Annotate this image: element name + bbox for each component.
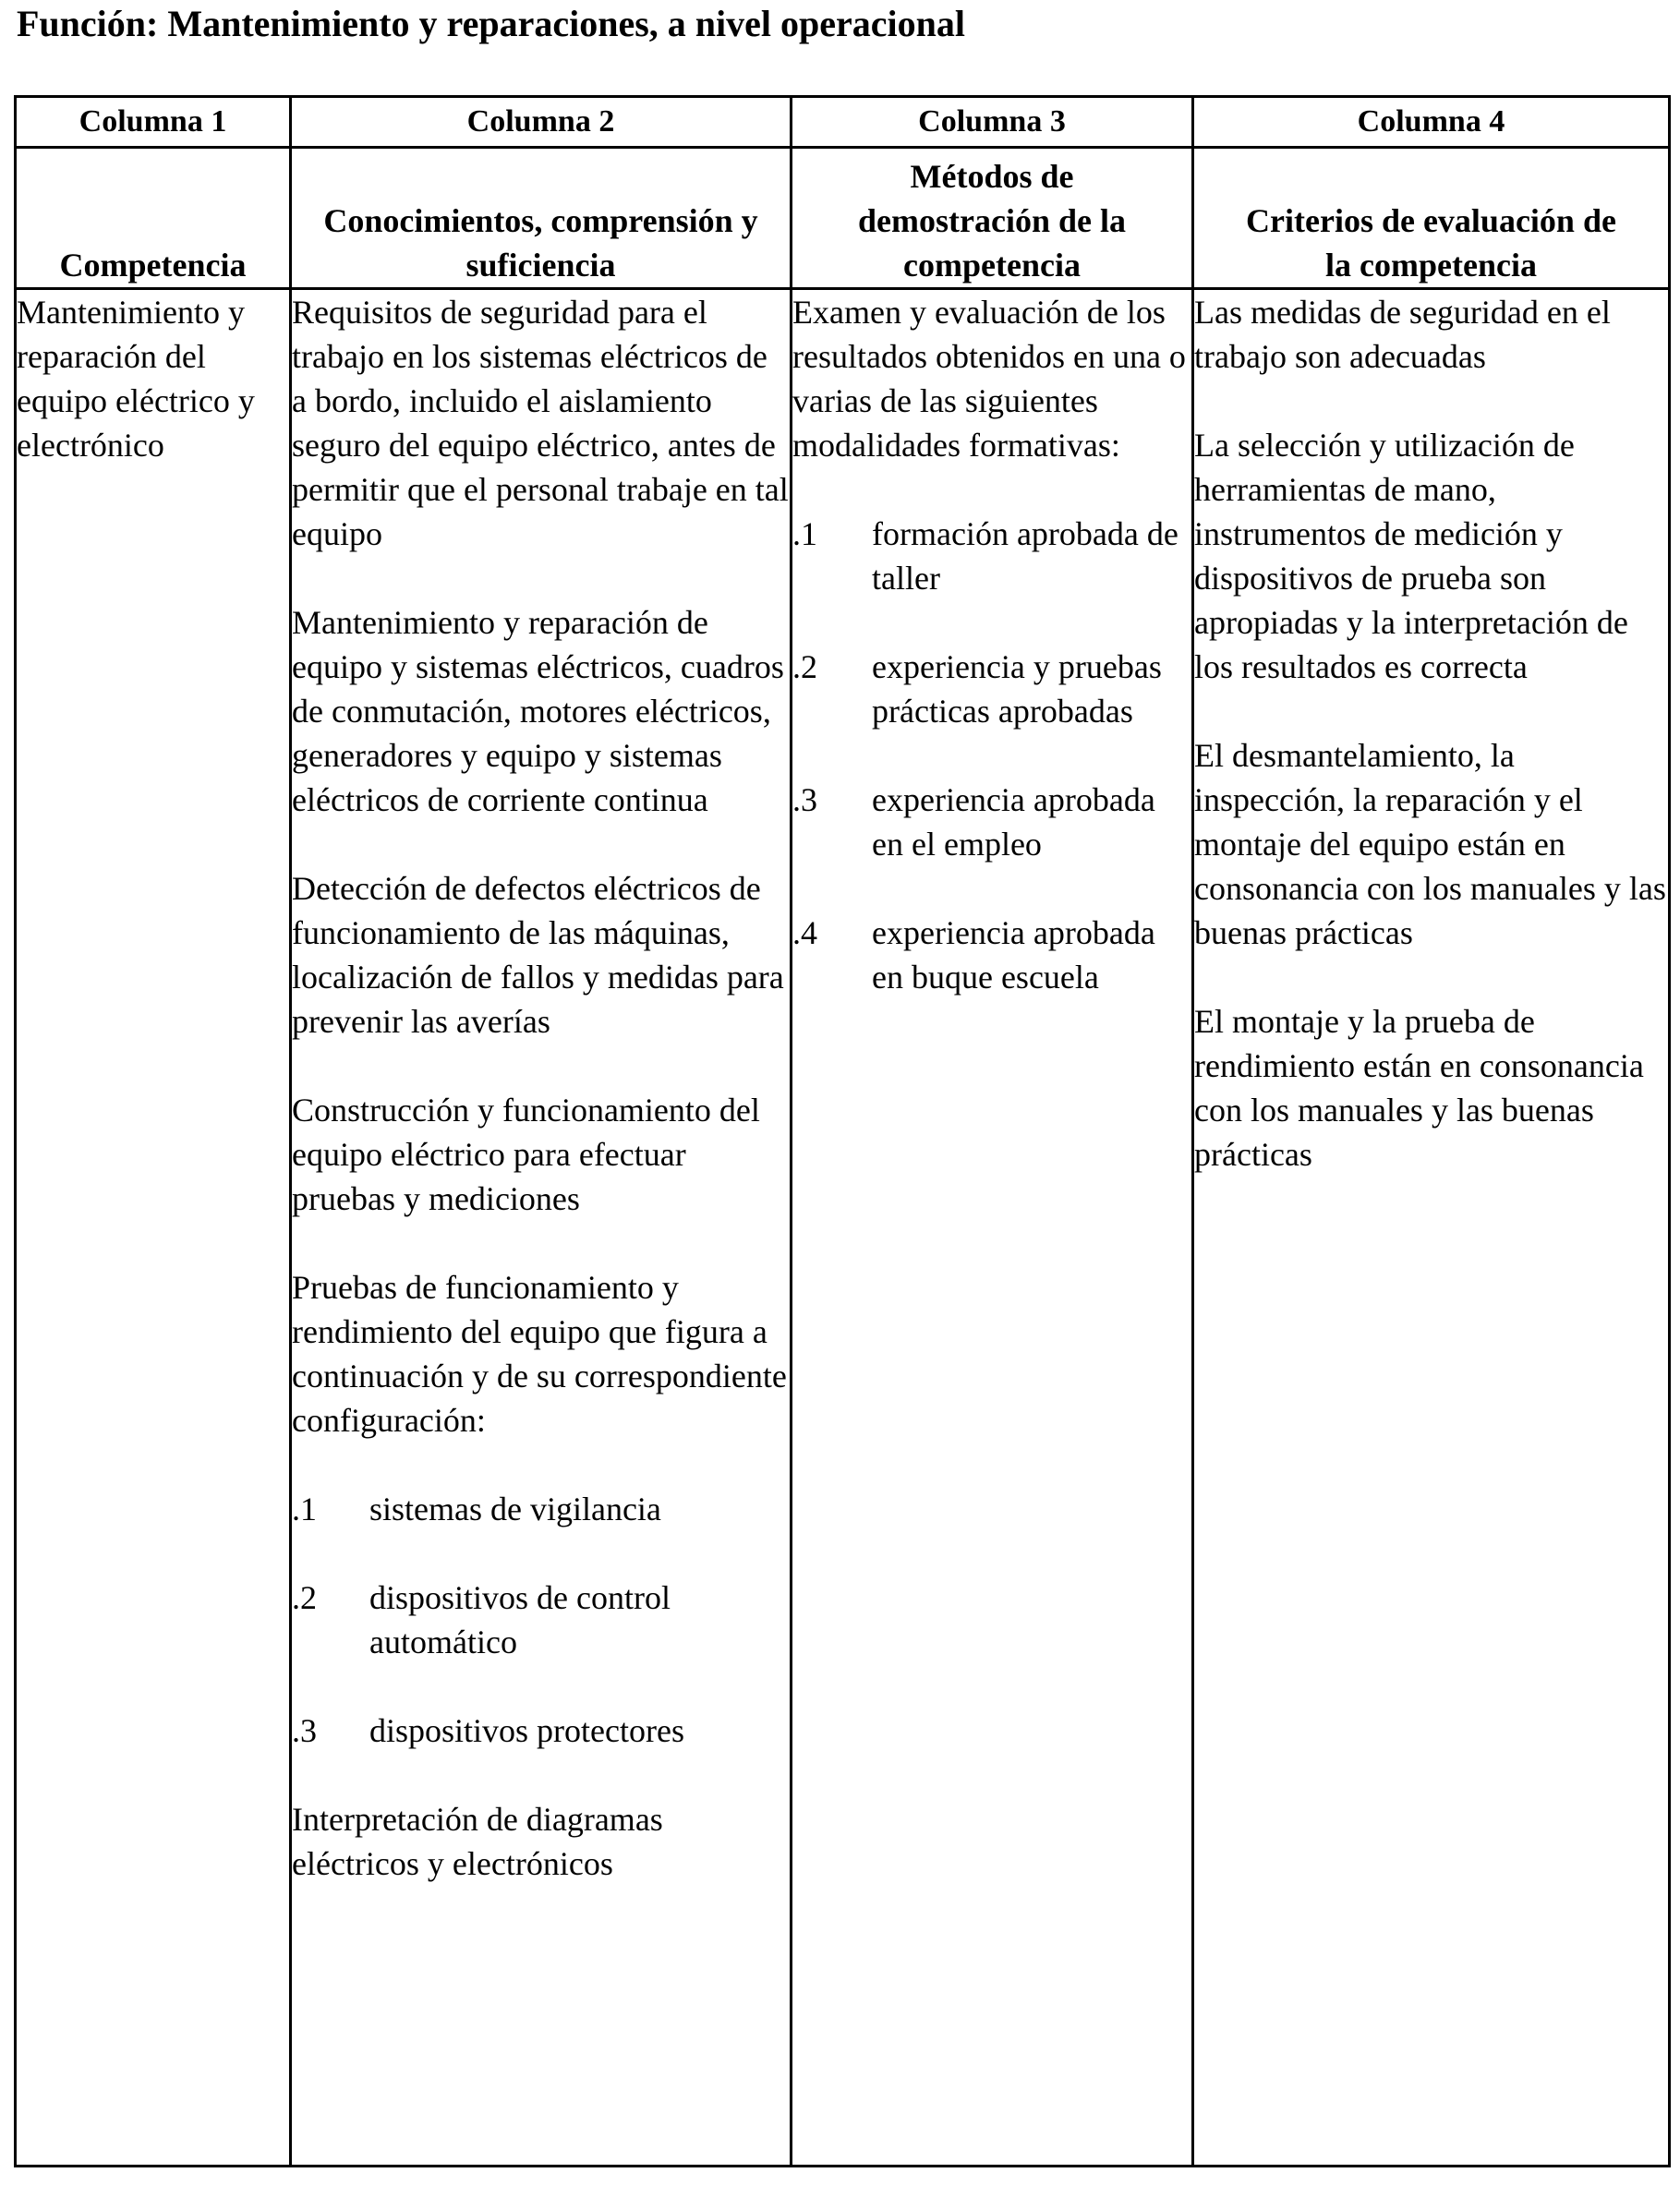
cell-competencia (16, 289, 291, 2167)
table-row (16, 289, 1670, 2167)
subheader-row (16, 148, 1670, 289)
list-item-text: experiencia aprobada en buque escuela (872, 914, 1155, 996)
subheader-metodos: Métodos de demostración de la competencia (792, 148, 1193, 289)
column-header-2: Columna 2 (291, 97, 792, 148)
cell-criterios (1193, 289, 1670, 2167)
column-header-row (16, 97, 1670, 148)
column-header-3: Columna 3 (792, 97, 1193, 148)
metodos-intro: Examen y evaluación de los resultados obtenidos en una o varias de las siguientes modalidades formativas: (792, 294, 1186, 464)
list-item-number: .1 (792, 515, 817, 552)
list-item-number: .2 (792, 648, 817, 685)
list-item-text: experiencia aprobada en el empleo (872, 781, 1155, 863)
criterio-paragraph: El desmantelamiento, la inspección, la reparación y el montaje del equipo están en consonancia con los manuales y las buenas prácticas (1194, 737, 1666, 951)
conocimientos-paragraph: Construcción y funcionamiento del equipo eléctrico para efectuar pruebas y mediciones (292, 1092, 760, 1217)
list-item-number: .3 (792, 781, 817, 818)
subheader-competencia: Competencia (16, 148, 291, 289)
page-title: Función: Mantenimiento y reparaciones, a nivel operacional (17, 3, 965, 44)
list-item (292, 1487, 790, 1531)
conocimientos-paragraph: Detección de defectos eléctricos de funcionamiento de las máquinas, localización de fallos y medidas para prevenir las averías (292, 870, 784, 1040)
competence-table (14, 95, 1671, 2167)
conocimientos-paragraph: Requisitos de seguridad para el trabajo en los sistemas eléctricos de a bordo, incluido el aislamiento seguro del equipo eléctrico, antes de permitir que el personal trabaje en tal equipo (292, 294, 789, 552)
list-item-text: formación aprobada de taller (872, 515, 1178, 597)
list-item-text: sistemas de vigilancia (369, 1491, 661, 1527)
criterio-paragraph: El montaje y la prueba de rendimiento están en consonancia con los manuales y las buenas prácticas (1194, 1003, 1644, 1173)
cell-metodos (792, 289, 1193, 2167)
cell-conocimientos (291, 289, 792, 2167)
column-header-4: Columna 4 (1193, 97, 1670, 148)
list-item-text: dispositivos de control automático (369, 1579, 671, 1660)
list-item-number: .2 (292, 1579, 317, 1616)
subheader-criterios: Criterios de evaluación de la competencia (1193, 148, 1670, 289)
list-item (292, 1708, 790, 1753)
conocimientos-paragraph: Interpretación de diagramas eléctricos y electrónicos (292, 1801, 663, 1882)
column-header-1: Columna 1 (16, 97, 291, 148)
list-item (792, 645, 1191, 733)
list-item (792, 512, 1191, 600)
list-item-number: .1 (292, 1491, 317, 1527)
conocimientos-paragraph: Mantenimiento y reparación de equipo y sistemas eléctricos, cuadros de conmutación, motores eléctricos, generadores y equipo y sistemas eléctricos de corriente continua (292, 604, 784, 818)
list-item (792, 778, 1191, 866)
criterio-paragraph: Las medidas de seguridad en el trabajo son adecuadas (1194, 294, 1611, 375)
criterio-paragraph: La selección y utilización de herramientas de mano, instrumentos de medición y dispositivos de prueba son apropiadas y la interpretación de los resultados es correcta (1194, 427, 1628, 685)
list-item-number: .4 (792, 914, 817, 951)
conocimientos-paragraph: Pruebas de funcionamiento y rendimiento del equipo que figura a continuación y de su correspondiente configuración: (292, 1269, 787, 1439)
competencia-text: Mantenimiento y reparación del equipo eléctrico y electrónico (17, 294, 255, 464)
subheader-conocimientos: Conocimientos, comprensión y suficiencia (291, 148, 792, 289)
list-item-text: dispositivos protectores (369, 1712, 684, 1749)
list-item (792, 911, 1191, 999)
list-item (292, 1575, 790, 1664)
list-item-number: .3 (292, 1712, 317, 1749)
list-item-text: experiencia y pruebas prácticas aprobadas (872, 648, 1162, 730)
